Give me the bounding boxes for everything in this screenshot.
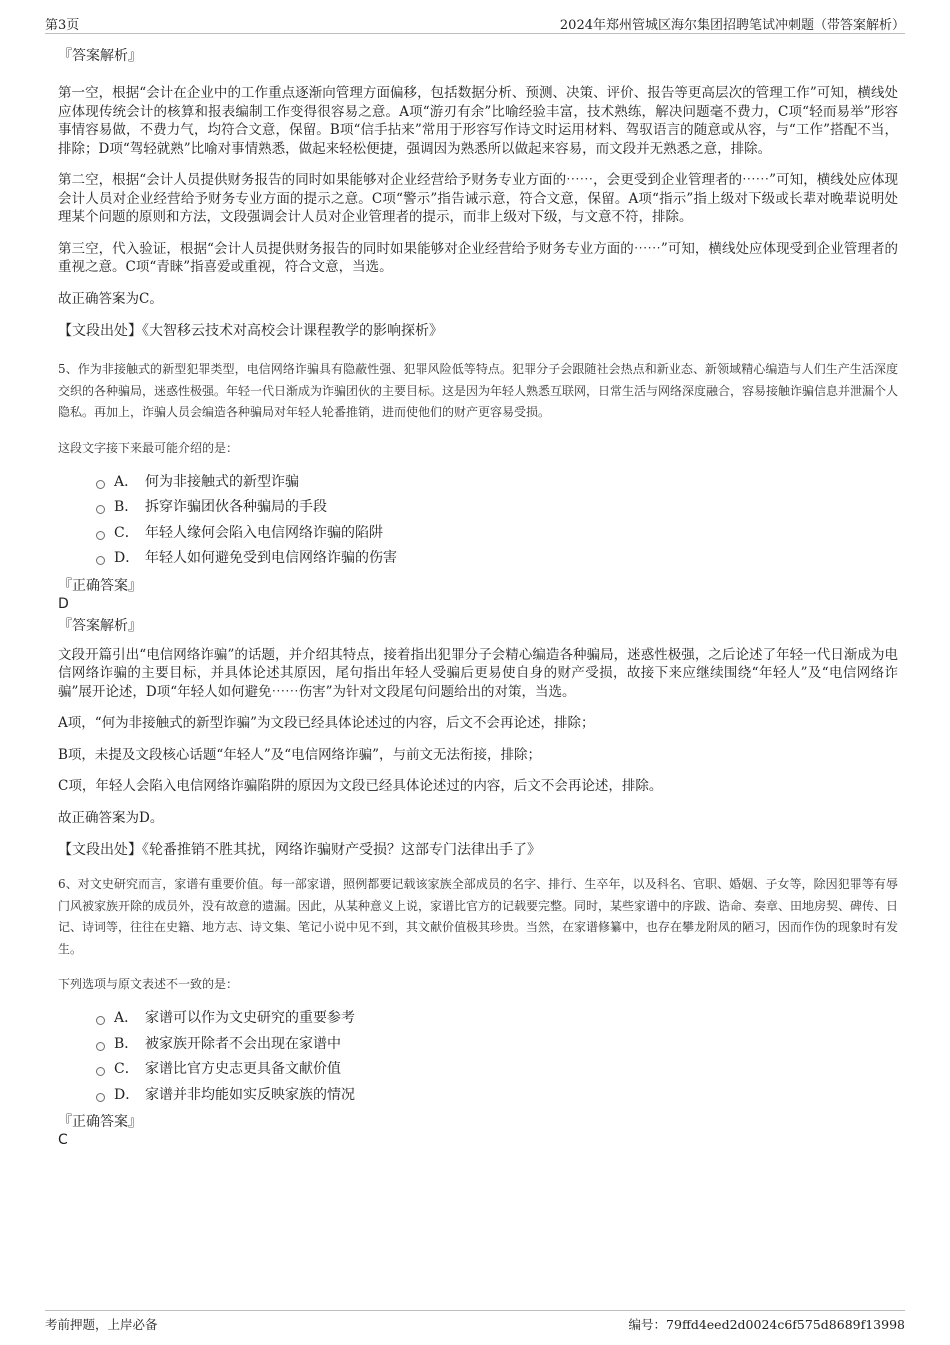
q5-source: 【文段出处】《轮番推销不胜其扰，网络诈骗财产受损？这部专门法律出手了》 [58, 842, 541, 858]
radio-icon[interactable] [96, 505, 105, 514]
q4-analysis-label: 『答案解析』 [58, 48, 142, 64]
option-letter: B． [114, 499, 139, 515]
option-text: 何为非接触式的新型诈骗 [145, 473, 299, 490]
option-text: 家谱可以作为文史研究的重要参考 [145, 1010, 355, 1026]
q5-question-text: 5、作为非接触式的新型犯罪类型，电信网络诈骗具有隐蔽性强、犯罪风险低等特点。犯罪分子会跟随社会热点和新业态、新领域精心编造与人们生产生活深度交织的各种骗局，迷惑性极强。年轻一代日渐成为诈骗团伙的主要目标。这是因为年轻人熟悉互联网，日常生活与网络深度融合，容易接触诈骗信息并泄漏个人隐私。再加上，诈骗人员会编造各种骗局对年轻人轮番推销，进而使他们的财产更容易受损。 [58, 362, 899, 419]
q6-prompt: 下列选项与原文表述不一致的是： [58, 977, 239, 991]
radio-icon[interactable] [96, 1093, 105, 1102]
option-letter: D． [114, 1086, 140, 1103]
q4-conclusion: 故正确答案为C。 [58, 290, 163, 307]
q5-analysis-label: 『答案解析』 [58, 617, 142, 634]
radio-icon[interactable] [96, 1016, 105, 1025]
q4-analysis-paragraph-1: 第一空，根据“会计在企业中的工作重点逐渐向管理方面偏移，包括数据分析、预测、决策、评价、报告等更高层次的管理工作”可知，横线处应体现传统会计的核算和报表编制工作变得很容易之意。A项“游刃有余”比喻经验丰富，技术熟练，解决问题毫不费力，C项“轻而易举”形容事情容易做，不费力气，均符合文意，保留。B项“信手拈来”常用于形容写作诗文时运用材料、驾驭语言的随意或从容，与“工作”搭配不当，排除；D项“驾轻就熟”比喻对事情熟悉，做起来轻松便捷，强调因为熟悉所以做起来容易，而文段并无熟悉之意，排除。 [58, 85, 898, 157]
q5-options [96, 470, 898, 572]
document-title: 2024年郑州管城区海尔集团招聘笔试冲刺题（带答案解析） [559, 18, 905, 33]
option-letter: A． [114, 1010, 139, 1026]
q6-question-text: 6、对文史研究而言，家谱有重要价值。每一部家谱，照例都要记载该家族全部成员的名字、排行、生卒年，以及科名、官职、婚姻、子女等，除因犯罪等有辱门风被家族开除的成员外，没有故意的遗漏。因此，从某种意义上说，家谱比官方的记载要完整。同时，某些家谱中的序跋、诰命、奏章、田地房契、碑传、日记、诗词等，往往在史籍、地方志、诗文集、笔记小说中见不到，其文献价值极其珍贵。当然，在家谱修纂中，也存在攀龙附凤的陋习，因而作伪的现象时有发生。 [58, 877, 899, 956]
q5-option-d[interactable] [96, 546, 898, 572]
q4-analysis-paragraph-3: 第三空，代入验证，根据“会计人员提供财务报告的同时如果能够对企业经营给予财务专业方面的⋯⋯”可知，横线处应体现受到企业管理者的重视之意。C项“青睐”指喜爱或重视，符合文意，当选。 [58, 240, 898, 275]
q6-option-c[interactable] [96, 1057, 898, 1083]
q5-analysis-paragraph-1: 文段开篇引出“电信网络诈骗”的话题，并介绍其特点，接着指出犯罪分子会精心编造各种骗局，迷惑性极强，之后论述了年轻一代日渐成为电信网络诈骗的主要目标，并具体论述其原因，尾句指出年轻人受骗后更易使自身的财产受损，故接下来应继续围绕“年轻人”及“电信网络诈骗”展开论述，D项“年轻人如何避免⋯⋯伤害”为针对文段尾句问题给出的对策，当选。 [58, 646, 898, 700]
q5-analysis-option-a: A项，“何为非接触式的新型诈骗”为文段已经具体论述过的内容，后文不会再论述，排除； [58, 715, 595, 731]
document-serial-number: 编号：79ffd4eed2d0024c6f575d8689f13998 [628, 1317, 905, 1332]
option-letter: C． [114, 1061, 139, 1077]
option-text: 年轻人如何避免受到电信网络诈骗的伤害 [145, 550, 397, 566]
option-letter: C． [114, 524, 139, 541]
q6-options [96, 1006, 898, 1108]
radio-icon[interactable] [96, 1067, 105, 1076]
page-content [58, 40, 898, 1148]
page-footer [45, 1310, 905, 1336]
q6-option-a[interactable] [96, 1006, 898, 1032]
footer-slogan: 考前押题，上岸必备 [45, 1317, 158, 1332]
option-text: 被家族开除者不会出现在家谱中 [145, 1035, 341, 1052]
option-text: 家谱比官方史志更具备文献价值 [145, 1061, 341, 1077]
option-text: 年轻人缘何会陷入电信网络诈骗的陷阱 [145, 524, 383, 541]
option-letter: D． [114, 550, 140, 566]
q6-answer: C [58, 1132, 68, 1148]
option-letter: B． [114, 1035, 139, 1052]
q5-conclusion: 故正确答案为D。 [58, 809, 164, 826]
radio-icon[interactable] [96, 531, 105, 540]
q5-option-a[interactable] [96, 470, 898, 496]
q5-option-b[interactable] [96, 495, 898, 521]
q5-analysis-option-c: C项，年轻人会陷入电信网络诈骗陷阱的原因为文段已经具体论述过的内容，后文不会再论述，排除。 [58, 778, 663, 794]
page-header [45, 12, 905, 34]
q6-option-d[interactable] [96, 1083, 898, 1109]
option-text: 拆穿诈骗团伙各种骗局的手段 [145, 499, 327, 515]
page-number: 第3页 [45, 18, 80, 33]
q5-analysis-option-b: B项，未提及文段核心话题“年轻人”及“电信网络诈骗”，与前文无法衔接，排除； [58, 746, 542, 763]
q5-prompt: 这段文字接下来最可能介绍的是： [58, 440, 239, 455]
q4-source: 【文段出处】《大智移云技术对高校会计课程教学的影响探析》 [58, 323, 443, 339]
q5-answer: D [58, 595, 69, 612]
option-letter: A． [114, 473, 139, 490]
q5-option-c[interactable] [96, 521, 898, 547]
radio-icon[interactable] [96, 556, 105, 565]
radio-icon[interactable] [96, 480, 105, 489]
q6-answer-label: 『正确答案』 [58, 1114, 142, 1130]
radio-icon[interactable] [96, 1042, 105, 1051]
q6-option-b[interactable] [96, 1032, 898, 1058]
option-text: 家谱并非均能如实反映家族的情况 [145, 1086, 355, 1103]
q4-analysis-paragraph-2: 第二空，根据“会计人员提供财务报告的同时如果能够对企业经营给予财务专业方面的⋯⋯，会更受到企业管理者的⋯⋯”可知，横线处应体现会计人员对企业经营给予财务专业方面的提示之意。C项“警示”指告诫示意，符合文意，保留。A项“指示”指上级对下级或长辈对晚辈说明处理某个问题的原则和方法，文段强调会计人员对企业管理者的提示，而非上级对下级，与文意不符，排除。 [58, 172, 898, 225]
q5-answer-label: 『正确答案』 [58, 577, 142, 594]
